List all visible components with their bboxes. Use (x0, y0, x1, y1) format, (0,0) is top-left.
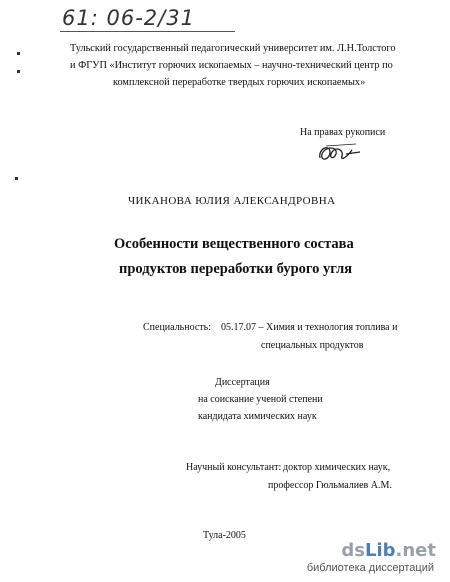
scan-mark (17, 52, 20, 55)
logo-ds: ds (341, 540, 365, 561)
specialty-continuation: специальных продуктов (261, 340, 364, 351)
degree-purpose: на соискание ученой степени (198, 394, 323, 405)
logo-subtitle: библиотека диссертаций (306, 562, 434, 574)
place-and-year: Тула-2005 (203, 530, 246, 541)
institution-line-2: и ФГУП «Институт горючих ископаемых – научно-технический центр по (70, 60, 393, 71)
consultant-label: Научный консультант: (186, 462, 282, 473)
manuscript-note: На правах рукописи (300, 127, 386, 138)
dslib-logo (341, 540, 436, 561)
institution-line-1: Тульский государственный педагогический университет им. Л.Н.Толстого (70, 43, 396, 54)
specialty-label: Специальность: (143, 322, 211, 333)
consultant-degree: доктор химических наук, (283, 462, 391, 473)
scan-mark (15, 177, 18, 180)
stamp-underline (60, 31, 235, 32)
thesis-title-line-1: Особенности вещественного состава (114, 236, 354, 252)
specialty-code-name: 05.17.07 – Химия и технология топлива и (221, 322, 398, 333)
institution-line-3: комплексной переработке твердых горючих ископаемых» (113, 77, 366, 88)
consultant-name: профессор Гюльмалиев А.М. (268, 480, 392, 491)
dissertation-label: Диссертация (215, 377, 270, 388)
logo-net: .net (395, 540, 436, 561)
logo-lib: Lib (365, 540, 396, 561)
thesis-title-line-2: продуктов переработки бурого угля (119, 261, 353, 277)
handwritten-catalog-number: 61: 06-2/31 (62, 6, 195, 30)
signature (316, 140, 362, 166)
dslib-watermark (282, 540, 442, 576)
author-name: ЧИКАНОВА ЮЛИЯ АЛЕКСАНДРОВНА (128, 195, 336, 207)
scan-mark (17, 70, 20, 73)
degree-name: кандидата химических наук (198, 411, 317, 422)
